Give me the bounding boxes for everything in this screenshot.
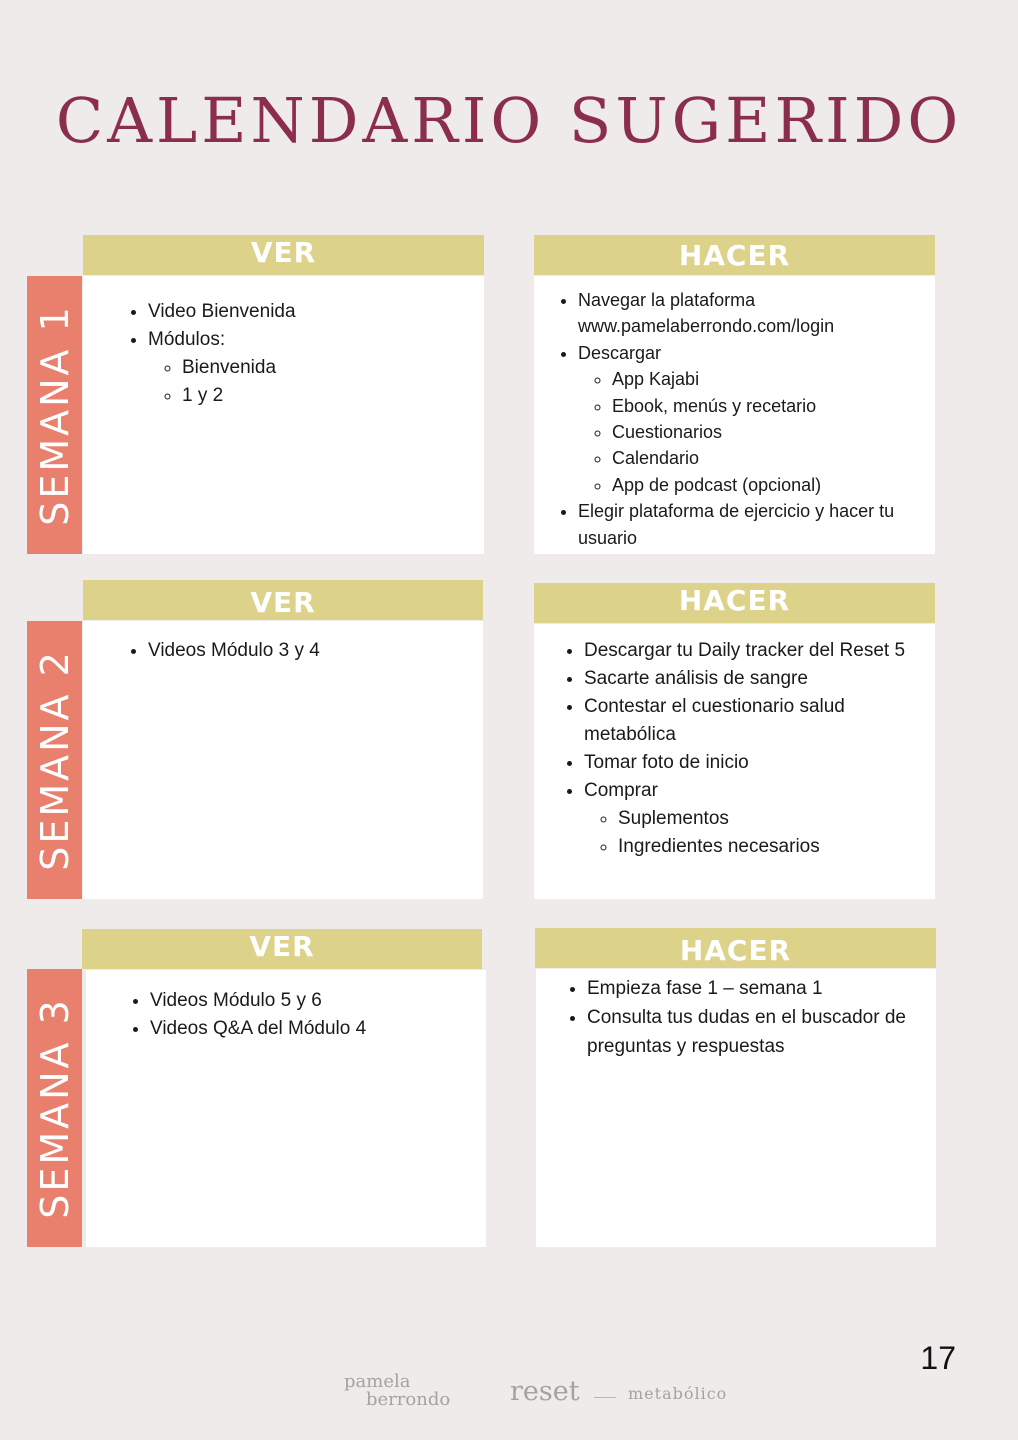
- list-item: • Descargar ◦ App Kajabi ◦ Ebook, menús y recetario ◦ Cuestionarios ◦ Calendario ◦ App de podcast (opcional): [578, 340, 918, 498]
- week-3-label: SEMANA 3: [27, 969, 82, 1247]
- week-3-ver-header: VER: [82, 929, 482, 969]
- week-3-ver-list: [126, 987, 490, 1043]
- sub-list-item: ◦ Suplementos: [618, 805, 954, 833]
- week-2-hacer-box: [534, 624, 935, 899]
- sub-list-item: ◦ App Kajabi: [612, 366, 918, 392]
- list-item: • Tomar foto de inicio: [584, 749, 954, 777]
- list-item: • Descargar tu Daily tracker del Reset 5: [584, 637, 954, 665]
- week-1-ver-header: VER: [83, 235, 484, 275]
- sub-list-item: ◦ Calendario: [612, 445, 918, 471]
- sub-list-item: ◦ Ingredientes necesarios: [618, 833, 954, 861]
- list-item: • Comprar ◦ Suplementos ◦ Ingredientes necesarios: [584, 777, 954, 861]
- list-item: • Contestar el cuestionario salud metabólica: [584, 693, 884, 749]
- list-item: • Videos Módulo 5 y 6: [150, 987, 490, 1015]
- week-1-hacer-header: HACER: [534, 235, 935, 275]
- week-2-ver-list: [124, 637, 488, 665]
- list-item: • Empieza fase 1 – semana 1: [587, 974, 947, 1003]
- week-2-hacer-header: HACER: [534, 583, 935, 623]
- list-item: • Módulos: ◦ Bienvenida ◦ 1 y 2: [148, 326, 488, 410]
- week-1-hacer-list: [554, 287, 918, 551]
- list-item: • Videos Módulo 3 y 4: [148, 637, 488, 665]
- list-item: • Elegir plataforma de ejercicio y hacer tu usuario: [578, 498, 918, 551]
- week-3-hacer-header: HACER: [535, 928, 936, 968]
- reset-logo-word: reset: [510, 1376, 580, 1407]
- page-title: CALENDARIO SUGERIDO: [55, 84, 963, 157]
- week-3-hacer-box: [536, 969, 936, 1247]
- list-item: • Consulta tus dudas en el buscador de preguntas y respuestas: [587, 1003, 947, 1061]
- week-3-ver-box: [86, 970, 486, 1247]
- week-1-ver-list: [124, 298, 488, 410]
- page-number: 17: [920, 1340, 956, 1376]
- week-2-ver-box: [83, 621, 483, 899]
- sub-list-item: ◦ 1 y 2: [182, 382, 488, 410]
- week-1-label: SEMANA 1: [27, 276, 82, 554]
- week-2-hacer-list: [560, 637, 954, 861]
- week-1-hacer-box: [534, 276, 935, 554]
- week-2-label: SEMANA 2: [27, 621, 82, 899]
- logo-divider: [594, 1397, 616, 1398]
- week-1-ver-box: [83, 276, 484, 554]
- list-item: • Navegar la plataforma www.pamelaberrondo.com/login: [578, 287, 918, 340]
- reset-logo-subtitle: metabólico: [628, 1384, 728, 1403]
- week-2-ver-header: VER: [83, 580, 483, 620]
- week-3-hacer-list: [563, 974, 947, 1061]
- sub-list-item: ◦ App de podcast (opcional): [612, 472, 918, 498]
- sub-list-item: ◦ Ebook, menús y recetario: [612, 393, 918, 419]
- pamela-berrondo-logo: pamela berrondo: [344, 1371, 451, 1410]
- list-item: • Sacarte análisis de sangre: [584, 665, 954, 693]
- list-item: • Videos Q&A del Módulo 4: [150, 1015, 490, 1043]
- sub-list-item: ◦ Cuestionarios: [612, 419, 918, 445]
- list-item: • Video Bienvenida: [148, 298, 488, 326]
- sub-list-item: ◦ Bienvenida: [182, 354, 488, 382]
